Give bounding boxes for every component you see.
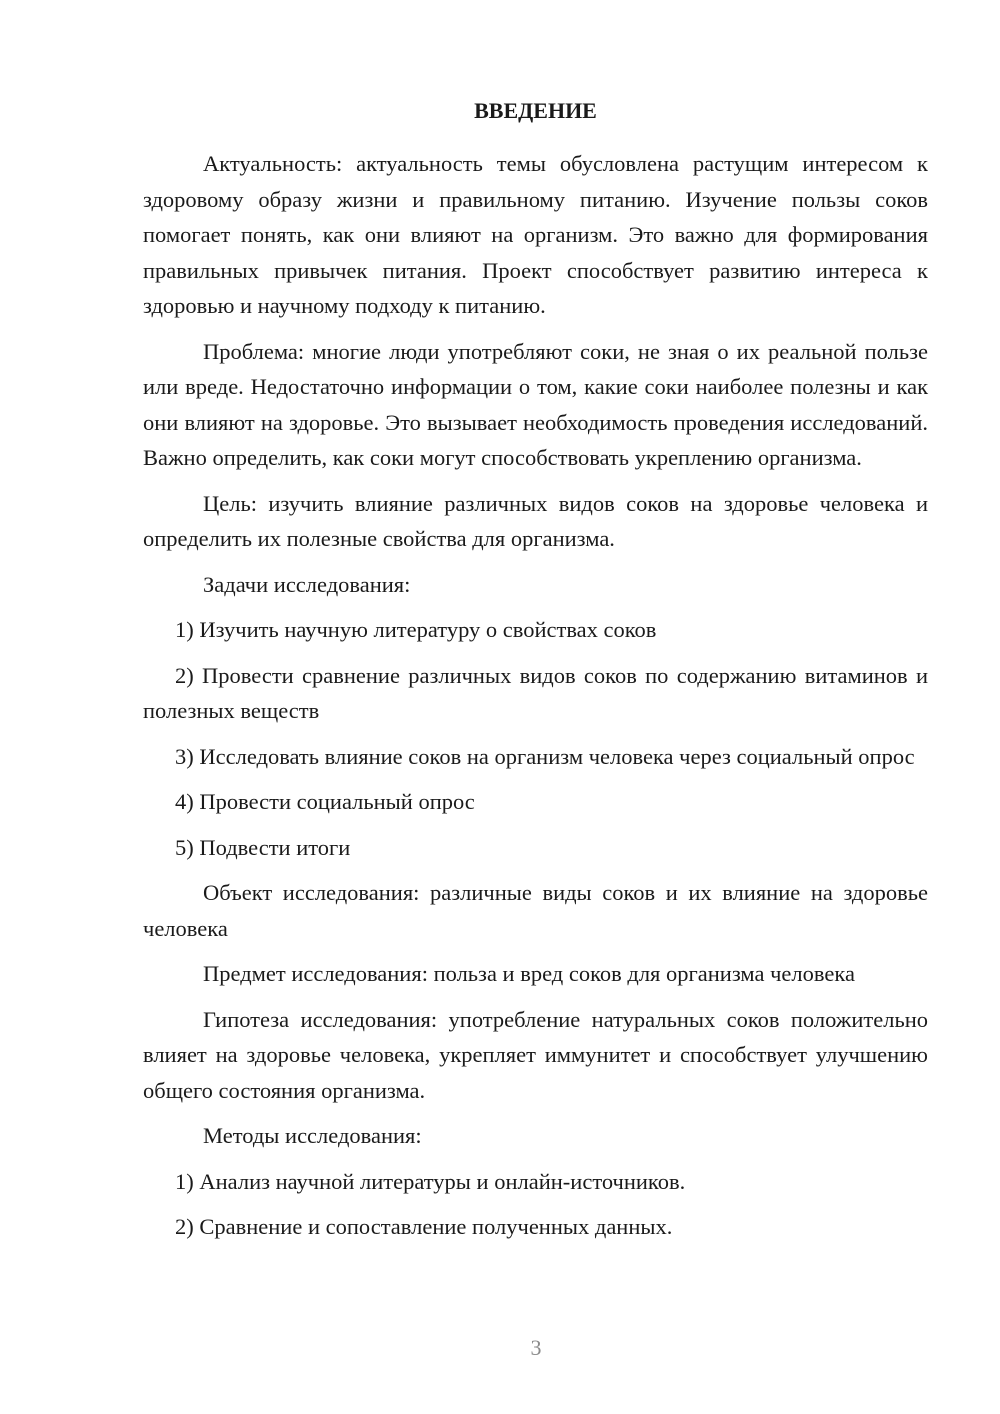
task-item: 3) Исследовать влияние соков на организм человека через социальный опрос xyxy=(175,743,915,769)
goal-paragraph: Цель: изучить влияние различных видов соков на здоровье человека и определить их полезные свойства для организма. xyxy=(143,490,928,551)
page-title: ВВЕДЕНИЕ xyxy=(474,98,597,123)
problem-paragraph: Проблема: многие люди употребляют соки, не зная о их реальной пользе или вреде. Недостаточно информации о том, какие соки наиболее полезны и как они влияют на здоровье. Это вызывает необходимость проведения исследований. Важно определить, как соки могут способствовать укреплению организма. xyxy=(143,338,928,470)
tasks-heading: Задачи исследования: xyxy=(203,571,411,597)
task-item: 4) Провести социальный опрос xyxy=(175,789,475,814)
methods-list xyxy=(143,1164,928,1245)
task-item: 2) Провести сравнение различных видов соков по содержанию витаминов и полезных веществ xyxy=(143,662,928,723)
methods-heading: Методы исследования: xyxy=(203,1123,422,1148)
subject-paragraph: Предмет исследования: польза и вред соков для организма человека xyxy=(203,961,855,986)
relevance-paragraph: Актуальность: актуальность темы обусловлена растущим интересом к здоровому образу жизни и правильному питанию. Изучение пользы соков помогает понять, как они влияют на организм. Это важно для формирования правильных привычек питания. Проект способствует развитию интереса к здоровью и научному подходу к питанию. xyxy=(143,151,928,318)
document-page xyxy=(143,96,928,1255)
tasks-list xyxy=(143,612,928,865)
task-item: 1) Изучить научную литературу о свойствах соков xyxy=(175,617,657,642)
method-item: 1) Анализ научной литературы и онлайн-источников. xyxy=(175,1168,686,1194)
object-paragraph: Объект исследования: различные виды соков и их влияние на здоровье человека xyxy=(143,880,928,941)
task-item: 5) Подвести итоги xyxy=(175,834,351,860)
hypothesis-paragraph: Гипотеза исследования: употребление натуральных соков положительно влияет на здоровье человека, укрепляет иммунитет и способствует улучшению общего состояния организма. xyxy=(143,1006,928,1103)
page-number: 3 xyxy=(530,1335,542,1360)
method-item: 2) Сравнение и сопоставление полученных данных. xyxy=(175,1214,673,1239)
